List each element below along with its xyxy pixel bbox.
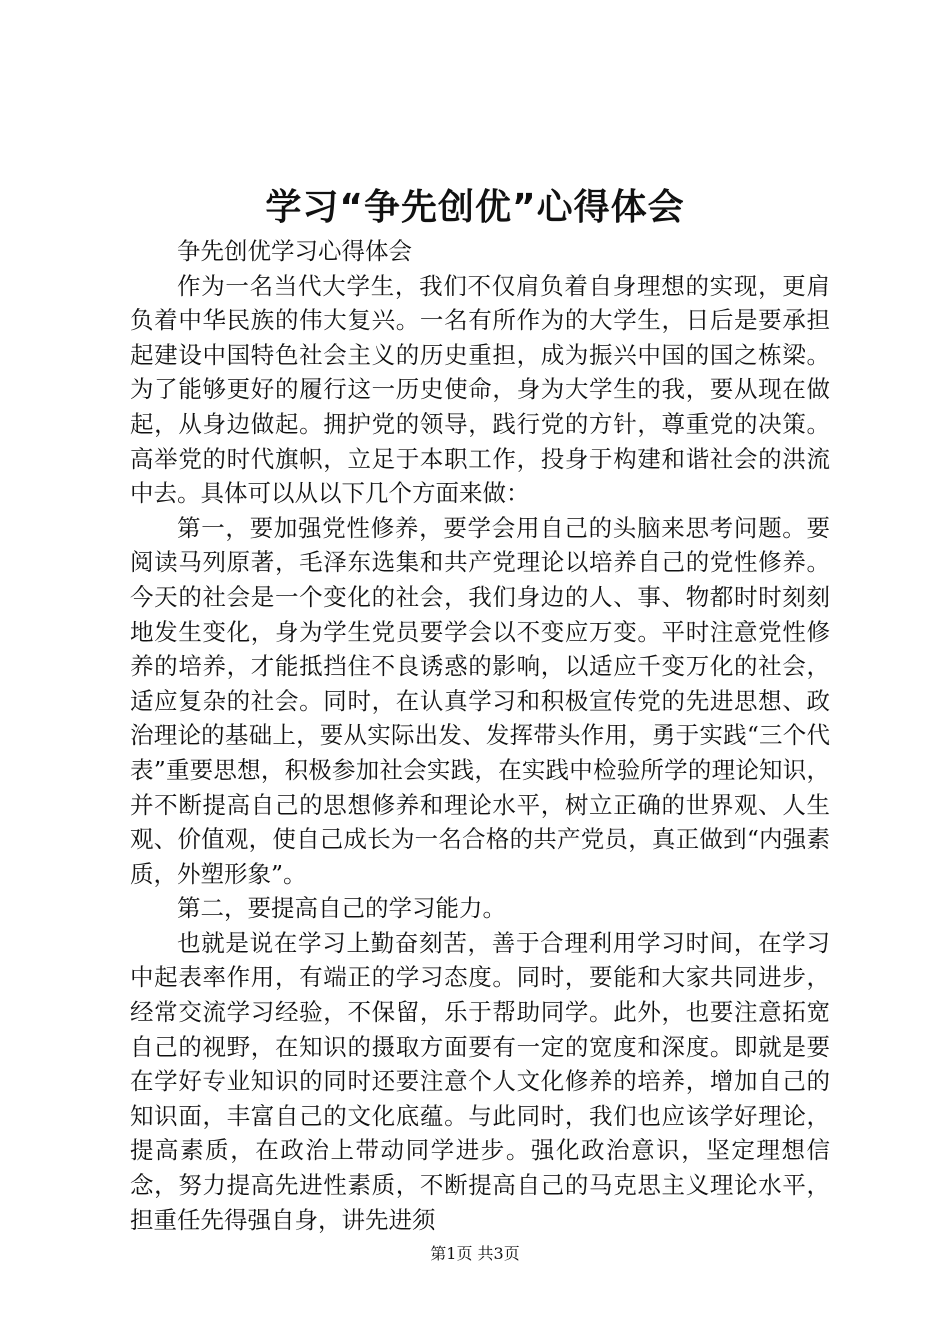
paragraph: 作为一名当代大学生，我们不仅肩负着自身理想的实现，更肩负着中华民族的伟大复兴。一名有所作为的大学生，日后是要承担起建设中国特色社会主义的历史重担，成为振兴中国的国之栋梁。为了能够更好的履行这一历史使命，身为大学生的我，要从现在做起，从身边做起。拥护党的领导，践行党的方针，尊重党的决策。高举党的时代旗帜，立足于本职工作，投身于构建和谐社会的洪流中去。具体可以从以下几个方面来做： <box>130 271 830 508</box>
page-number-footer: 第1页 共3页 <box>430 1244 520 1263</box>
paragraph: 争先创优学习心得体会 <box>177 237 412 265</box>
paragraph: 第一，要加强党性修养，要学会用自己的头脑来思考问题。要阅读马列原著，毛泽东选集和共产党理论以培养自己的党性修养。今天的社会是一个变化的社会，我们身边的人、事、物都时时刻刻地发生变化，身为学生党员要学会以不变应万变。平时注意党性修养的培养，才能抵挡住不良诱惑的影响，以适应千变万化的社会，适应复杂的社会。同时，在认真学习和积极宣传党的先进思想、政治理论的基础上，要从实际出发、发挥带头作用，勇于实践“三个代表”重要思想，积极参加社会实践，在实践中检验所学的理论知识，并不断提高自己的思想修养和理论水平，树立正确的世界观、人生观、价值观，使自己成长为一名合格的共产党员，真正做到“内强素质，外塑形象”。 <box>130 513 830 888</box>
paragraph: 第二，要提高自己的学习能力。 <box>177 894 506 923</box>
document-title: 学习“争先创优”心得体会 <box>265 187 685 228</box>
document-body <box>130 234 830 1237</box>
paragraph: 也就是说在学习上勤奋刻苦，善于合理利用学习时间，在学习中起表率作用，有端正的学习态度。同时，要能和大家共同进步，经常交流学习经验，不保留，乐于帮助同学。此外，也要注意拓宽自己的视野，在知识的摄取方面要有一定的宽度和深度。即就是要在学好专业知识的同时还要注意个人文化修养的培养，增加自己的知识面，丰富自己的文化底蕴。与此同时，我们也应该学好理论，提高素质，在政治上带动同学进步。强化政治意识，坚定理想信念，努力提高先进性素质，不断提高自己的马克思主义理论水平，担重任先得强自身，讲先进须 <box>130 928 830 1234</box>
